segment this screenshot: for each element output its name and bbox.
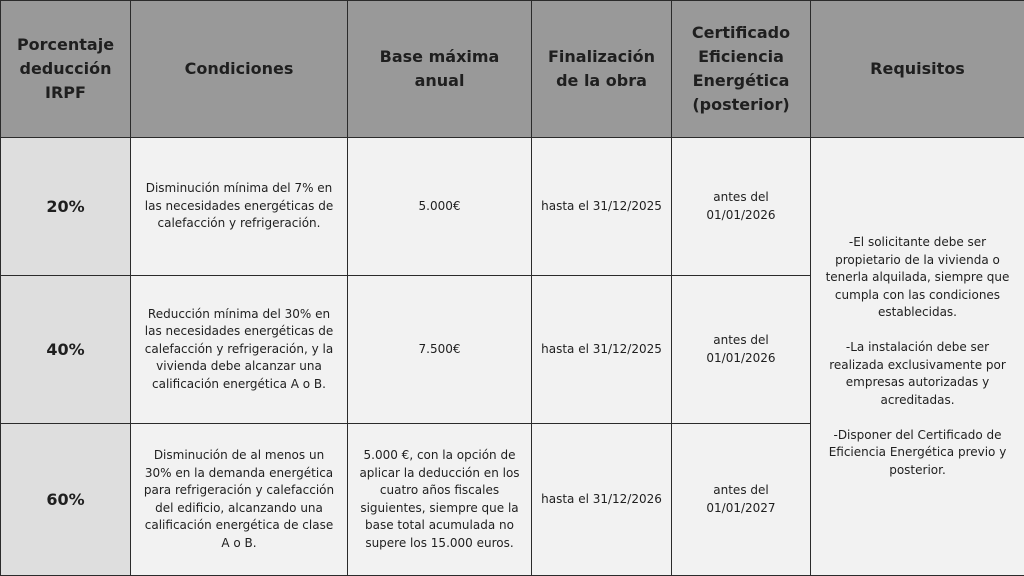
requirement-spacer xyxy=(819,322,1016,340)
conditions-cell: Disminución de al menos un 30% en la demanda energética para refrigeración y calefacción del edificio, alcanzando una calificación energética de clase A o B. xyxy=(131,424,348,576)
header-percentage: Porcentaje deducción IRPF xyxy=(1,1,131,138)
percentage-cell: 40% xyxy=(1,276,131,424)
header-max-base: Base máxima anual xyxy=(348,1,532,138)
certificate-cell: antes del 01/01/2026 xyxy=(672,138,811,276)
completion-cell: hasta el 31/12/2025 xyxy=(532,138,672,276)
max-base-cell: 5.000€ xyxy=(348,138,532,276)
requirement-spacer xyxy=(819,409,1016,427)
certificate-cell: antes del 01/01/2026 xyxy=(672,276,811,424)
header-completion: Finalización de la obra xyxy=(532,1,672,138)
requirement-text: -Disponer del Certificado de Eficiencia Energética previo y posterior. xyxy=(828,427,1007,477)
completion-cell: hasta el 31/12/2026 xyxy=(532,424,672,576)
max-base-cell: 5.000 €, con la opción de aplicar la deducción en los cuatro años fiscales siguientes, siempre que la base total acumulada no supere los 15.000 euros. xyxy=(348,424,532,576)
completion-cell: hasta el 31/12/2025 xyxy=(532,276,672,424)
table-row xyxy=(1,138,1024,276)
conditions-cell: Reducción mínima del 30% en las necesidades energéticas de calefacción y refrigeración, y la vivienda debe alcanzar una calificación energética A o B. xyxy=(131,276,348,424)
percentage-cell: 60% xyxy=(1,424,131,576)
requirement-text: -La instalación debe ser realizada exclusivamente por empresas autorizadas y acreditadas. xyxy=(829,340,1006,407)
conditions-cell: Disminución mínima del 7% en las necesidades energéticas de calefacción y refrigeración. xyxy=(131,138,348,276)
requirements-cell xyxy=(811,138,1024,576)
header-row xyxy=(1,1,1024,138)
max-base-cell: 7.500€ xyxy=(348,276,532,424)
percentage-cell: 20% xyxy=(1,138,131,276)
header-conditions: Condiciones xyxy=(131,1,348,138)
header-certificate: Certificado Eficiencia Energética (posterior) xyxy=(672,1,811,138)
header-requirements: Requisitos xyxy=(811,1,1024,138)
requirement-text: -El solicitante debe ser propietario de la vivienda o tenerla alquilada, siempre que cumpla con las condiciones establecidas. xyxy=(825,235,1010,319)
certificate-cell: antes del 01/01/2027 xyxy=(672,424,811,576)
